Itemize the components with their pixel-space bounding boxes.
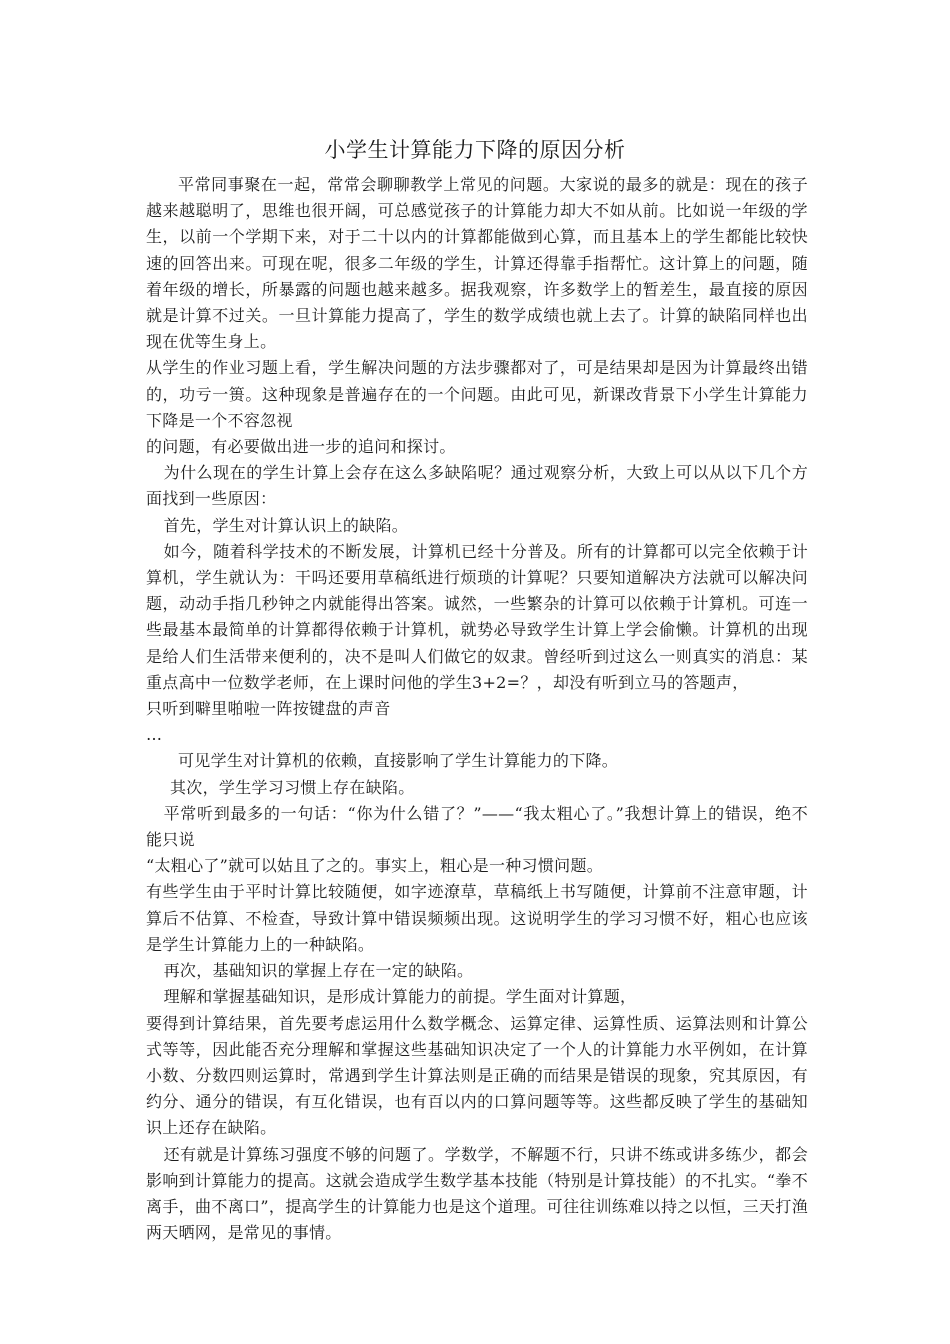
paragraph-basics: 理解和掌握基础知识，是形成计算能力的前提。学生面对计算题， <box>163 987 637 1007</box>
paragraph-practice: 还有就是计算练习强度不够的问题了。学数学，不解题不行，只讲不练或讲多练少，都会影响到计算能力的提高。这就会造成学生数学基本技能（特别是计算技能）的不扎实。“拳不离手，曲不离口”，提高学生的计算能力也是这个道理。可往往训练难以持之以恒，三天打渔两天晒网，是常见的事情。 <box>146 1144 808 1243</box>
heading-first-reason: 首先，学生对计算认识上的缺陷。 <box>163 515 409 535</box>
paragraph-computer: 如今，随着科学技术的不断发展，计算机已经十分普及。所有的计算都可以完全依赖于计算机，学生就认为：干吗还要用草稿纸进行烦琐的计算呢？只要知道解决方法就可以解决问题，动动手指几秒钟之内就能得出答案。诚然，一些繁杂的计算可以依赖于计算机。可连一些最基本最简单的计算都得依赖于计算机，就势必导致学生计算上学会偷懒。计算机的出现是给人们生活带来便利的，决不是叫人们做它的奴隶。曾经听到过这么一则真实的消息：某重点高中一位数学老师，在上课时问他的学生3+2=？，却没有听到立马的答题声， <box>146 541 808 692</box>
paragraph-why: 为什么现在的学生计算上会存在这么多缺陷呢？通过观察分析，大致上可以从以下几个方面找到一些原因： <box>146 463 808 509</box>
paragraph-habits: 有些学生由于平时计算比较随便，如字迹潦草，草稿纸上书写随便，计算前不注意审题，计算后不估算、不检查，导致计算中错误频频出现。这说明学生的学习习惯不好，粗心也应该是学生计算能力上的一种缺陷。 <box>146 882 808 954</box>
paragraph-homework: 从学生的作业习题上看，学生解决问题的方法步骤都对了，可是结果却是因为计算最终出错的，功亏一篑。这种现象是普遍存在的一个问题。由此可见，新课改背景下小学生计算能力下降是一个不容忽视 <box>146 358 808 430</box>
paragraph-intro: 平常同事聚在一起，常常会聊聊教学上常见的问题。大家说的最多的就是：现在的孩子越来越聪明了，思维也很开阔，可总感觉孩子的计算能力却大不如从前。比如说一年级的学生，以前一个学期下来，对于二十以内的计算都能做到心算，而且基本上的学生都能比较快速的回答出来。可现在呢，很多二年级的学生，计算还得靠手指帮忙。这计算上的问题，随着年级的增长，所暴露的问题也越来越多。据我观察，许多数学上的暂差生，最直接的原因就是计算不过关。一旦计算能力提高了，学生的数学成绩也就上去了。计算的缺陷同样也出现在优等生身上。 <box>146 175 808 352</box>
paragraph-basics-cont: 要得到计算结果，首先要考虑运用什么数学概念、运算定律、运算性质、运算法则和计算公式等等，因此能否充分理解和掌握这些基础知识决定了一个人的计算能力水平例如，在计算小数、分数四则运算时，常遇到学生计算法则是正确的而结果是错误的现象，究其原因，有约分、通分的错误，有互化错误，也有百以内的口算问题等等。这些都反映了学生的基础知识上还存在缺陷。 <box>146 1013 808 1138</box>
paragraph-dependence: 可见学生对计算机的依赖，直接影响了学生计算能力的下降。 <box>178 751 619 771</box>
paragraph-keyboard: 只听到噼里啪啦一阵按键盘的声音 <box>146 699 391 719</box>
paragraph-homework-cont: 的问题，有必要做出进一步的追问和探讨。 <box>146 437 456 457</box>
paragraph-ellipsis: … <box>146 725 163 745</box>
heading-third-reason: 再次，基础知识的掌握上存在一定的缺陷。 <box>163 961 474 981</box>
paragraph-careless-cont: “太粗心了”就可以姑且了之的。事实上，粗心是一种习惯问题。 <box>146 856 604 876</box>
heading-second-reason: 其次，学生学习习惯上存在缺陷。 <box>170 777 415 797</box>
paragraph-careless: 平常听到最多的一句话：“你为什么错了？”——“我太粗心了。”我想计算上的错误，绝不能只说 <box>146 803 808 850</box>
document-title: 小学生计算能力下降的原因分析 <box>324 138 626 162</box>
document-body <box>146 172 808 1246</box>
